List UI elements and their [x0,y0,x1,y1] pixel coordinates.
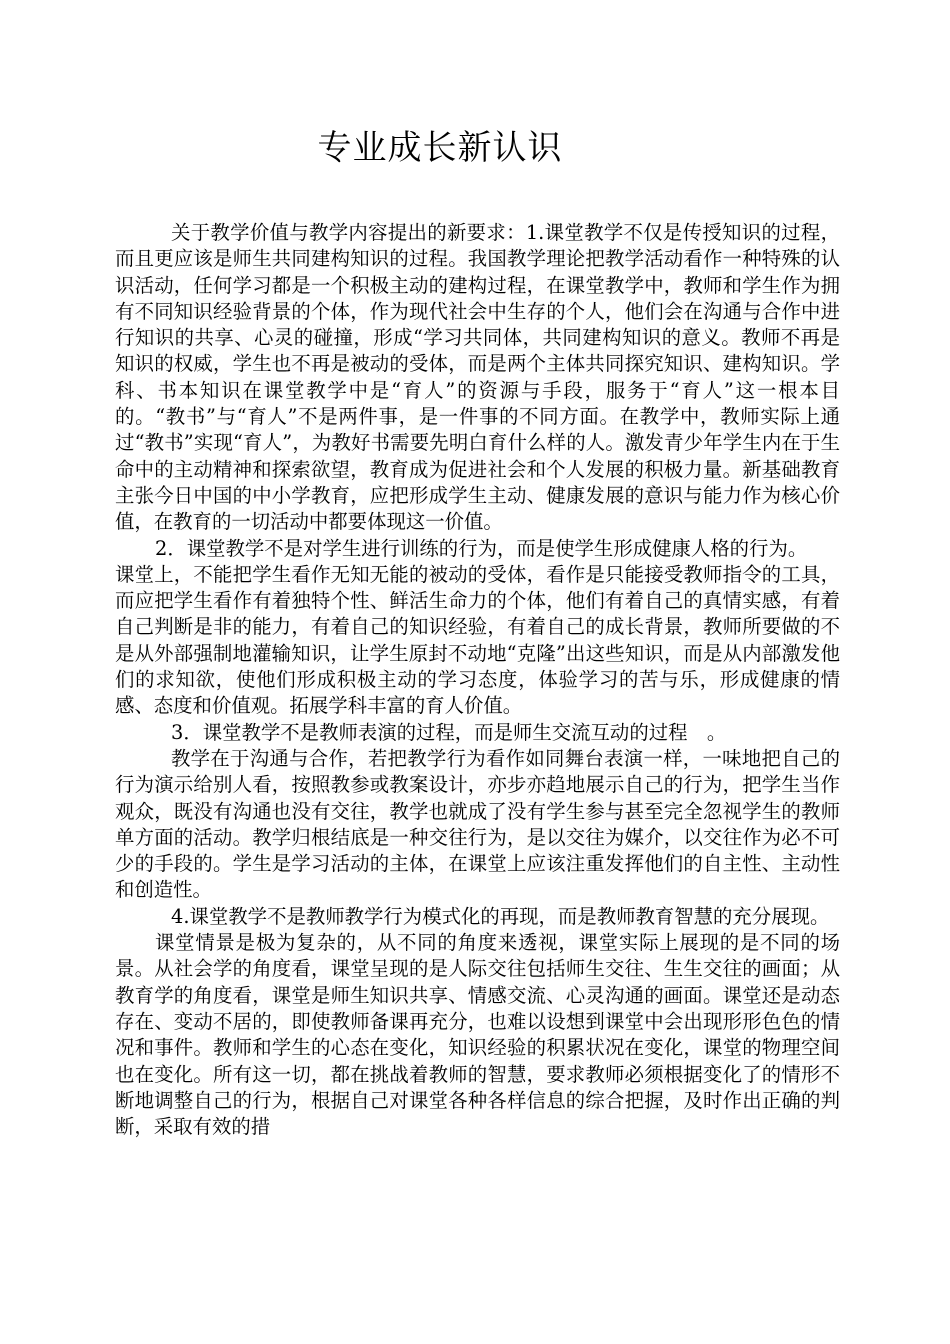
paragraph-heading-4: 4.课堂教学不是教师教学行为模式化的再现，而是教师教育智慧的充分展现。 [171,904,830,928]
document-body [115,220,840,1140]
paragraph-classroom-students: 课堂上，不能把学生看作无知无能的被动的受体，看作是只能接受教师指令的工具，而应把学生看作有着独特个性、鲜活生命力的个体，他们有着自己的真情实感，有着自己判断是非的能力，有着自己的知识经验，有着自己的成长背景，教师所要做的不是从外部强制地灌输知识，让学生原封不动地“克隆”出这些知识，而是从内部激发他们的求知欲，使他们形成积极主动的学习态度，体验学习的苦与乐，形成健康的情感、态度和价值观。拓展学科丰富的育人价值。 [115,562,840,718]
paragraph-communication: 教学在于沟通与合作，若把教学行为看作如同舞台表演一样，一味地把自己的行为演示给别人看，按照教参或教案设计，亦步亦趋地展示自己的行为，把学生当作观众，既没有沟通也没有交往，教学也就成了没有学生参与甚至完全忽视学生的教师单方面的活动。教学归根结底是一种交往行为，是以交往为媒介，以交往作为必不可少的手段的。学生是学习活动的主体，在课堂上应该注重发挥他们的自主性、主动性和创造性。 [115,746,840,902]
document-title: 专业成长新认识 [317,128,563,168]
paragraph-teaching-value: 关于教学价值与教学内容提出的新要求：1.课堂教学不仅是传授知识的过程，而且更应该是师生共同建构知识的过程。我国教学理论把教学活动看作一种特殊的认识活动，任何学习都是一个积极主动的建构过程，在课堂教学中，教师和学生作为拥有不同知识经验背景的个体，作为现代社会中生存的个人，他们会在沟通与合作中进行知识的共享、心灵的碰撞，形成“学习共同体，共同建构知识的意义。教师不再是知识的权威，学生也不再是被动的受体，而是两个主体共同探究知识、建构知识。学科、书本知识在课堂教学中是“育人”的资源与手段，服务于“育人”这一根本目的。“教书”与“育人”不是两件事，是一件事的不同方面。在教学中，教师实际上通过“教书”实现“育人”，为教好书需要先明白育什么样的人。激发青少年学生内在于生命中的主动精神和探索欲望，教育成为促进社会和个人发展的积极力量。新基础教育主张今日中国的中小学教育，应把形成学生主动、健康发展的意识与能力作为核心价值，在教育的一切活动中都要体现这一价值。 [115,221,840,534]
paragraph-heading-3: 3．课堂教学不是教师表演的过程，而是师生交流互动的过程 。 [171,720,727,744]
paragraph-heading-2: 2．课堂教学不是对学生进行训练的行为，而是使学生形成健康人格的行为。 [155,536,808,560]
paragraph-classroom-situation: 课堂情景是极为复杂的，从不同的角度来透视，课堂实际上展现的是不同的场景。从社会学的角度看，课堂呈现的是人际交往包括师生交往、生生交往的画面；从教育学的角度看，课堂是师生知识共享、情感交流、心灵沟通的画面。课堂还是动态存在、变动不居的，即使教师备课再充分，也难以设想到课堂中会出现形形色色的情况和事件。教师和学生的心态在变化，知识经验的积累状况在变化，课堂的物理空间也在变化。所有这一切，都在挑战着教师的智慧，要求教师必须根据变化了的情形不断地调整自己的行为，根据自己对课堂各种各样信息的综合把握，及时作出正确的判断，采取有效的措 [115,931,840,1139]
